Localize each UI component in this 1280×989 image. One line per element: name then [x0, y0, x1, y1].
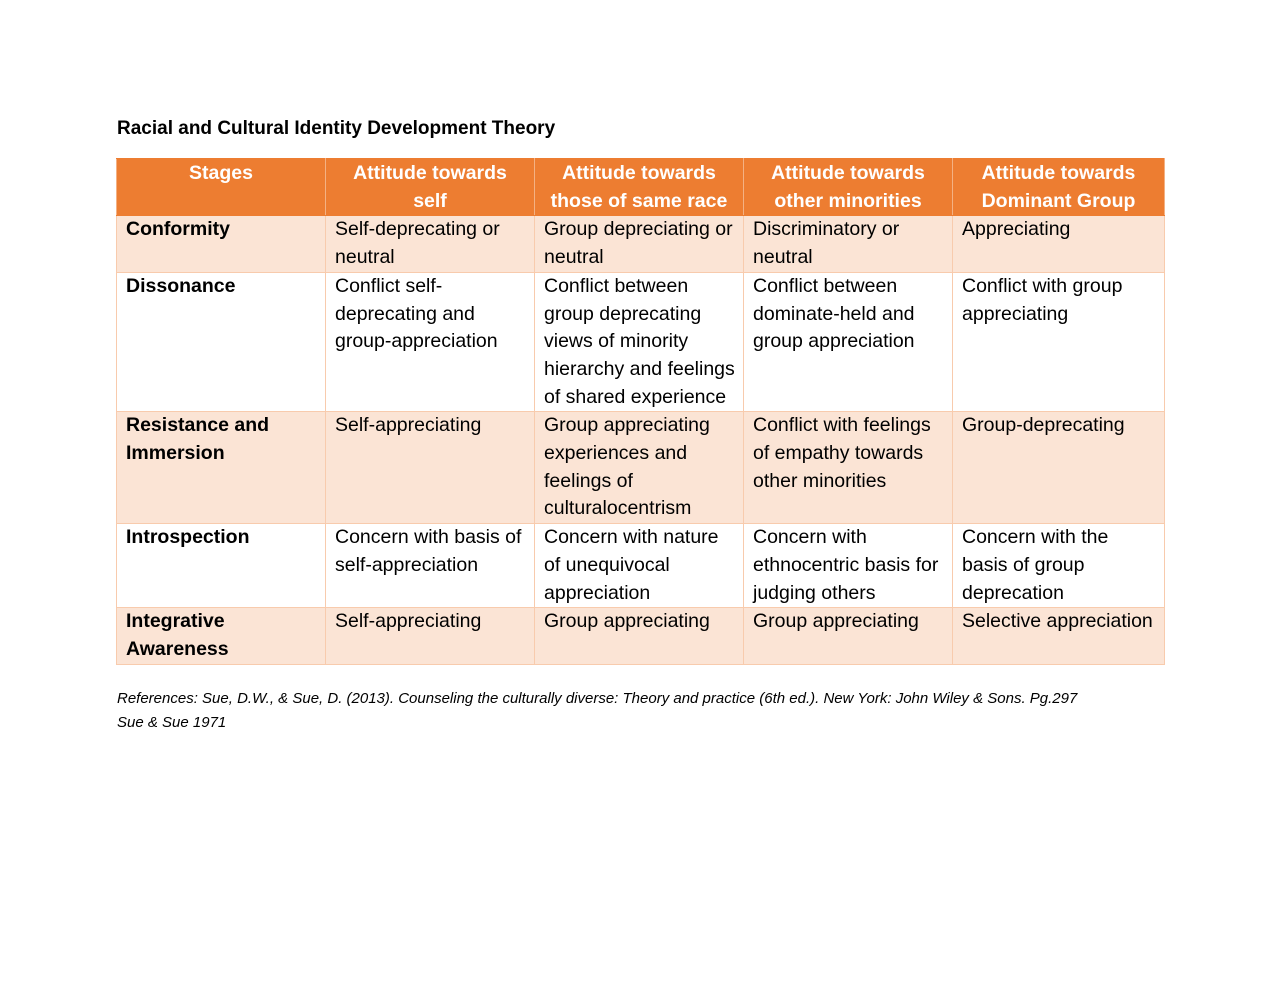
table-row: [117, 412, 1165, 524]
self-cell: Self-appreciating: [326, 412, 535, 524]
stage-cell: Resistance and Immersion: [117, 412, 326, 524]
other-minorities-cell: Conflict between dominate-held and group appreciation: [744, 272, 953, 412]
document-title: Racial and Cultural Identity Development Theory: [117, 118, 556, 139]
stage-cell: Conformity: [117, 216, 326, 272]
self-cell: Concern with basis of self-appreciation: [326, 524, 535, 608]
reference-citation: References: Sue, D.W., & Sue, D. (2013). Counseling the culturally diverse: Theory and practice (6th ed.). New York: John Wiley & Sons. Pg.297: [117, 690, 1078, 707]
header-attitude-dominant-group: Attitude towards Dominant Group: [953, 159, 1165, 216]
same-race-cell: Group appreciating: [535, 608, 744, 664]
dominant-group-cell: Selective appreciation: [953, 608, 1165, 664]
header-attitude-same-race: Attitude towards those of same race: [535, 159, 744, 216]
same-race-cell: Concern with nature of unequivocal appreciation: [535, 524, 744, 608]
other-minorities-cell: Group appreciating: [744, 608, 953, 664]
self-cell: Conflict self-deprecating and group-appreciation: [326, 272, 535, 412]
other-minorities-cell: Discriminatory or neutral: [744, 216, 953, 272]
stage-cell: Dissonance: [117, 272, 326, 412]
same-race-cell: Group depreciating or neutral: [535, 216, 744, 272]
reference-secondary: Sue & Sue 1971: [117, 714, 227, 731]
stage-cell: Integrative Awareness: [117, 608, 326, 664]
dominant-group-cell: Appreciating: [953, 216, 1165, 272]
dominant-group-cell: Concern with the basis of group deprecation: [953, 524, 1165, 608]
table-row: [117, 216, 1165, 272]
header-attitude-self: Attitude towards self: [326, 159, 535, 216]
header-attitude-other-minorities: Attitude towards other minorities: [744, 159, 953, 216]
same-race-cell: Group appreciating experiences and feelings of culturalocentrism: [535, 412, 744, 524]
identity-development-table: [116, 158, 1165, 665]
other-minorities-cell: Concern with ethnocentric basis for judging others: [744, 524, 953, 608]
table-row: [117, 608, 1165, 664]
same-race-cell: Conflict between group deprecating views of minority hierarchy and feelings of shared experience: [535, 272, 744, 412]
dominant-group-cell: Conflict with group appreciating: [953, 272, 1165, 412]
table-header-row: [117, 159, 1165, 216]
other-minorities-cell: Conflict with feelings of empathy towards other minorities: [744, 412, 953, 524]
table-row: [117, 524, 1165, 608]
self-cell: Self-deprecating or neutral: [326, 216, 535, 272]
header-stages: Stages: [117, 159, 326, 216]
stage-cell: Introspection: [117, 524, 326, 608]
dominant-group-cell: Group-deprecating: [953, 412, 1165, 524]
self-cell: Self-appreciating: [326, 608, 535, 664]
table-row: [117, 272, 1165, 412]
